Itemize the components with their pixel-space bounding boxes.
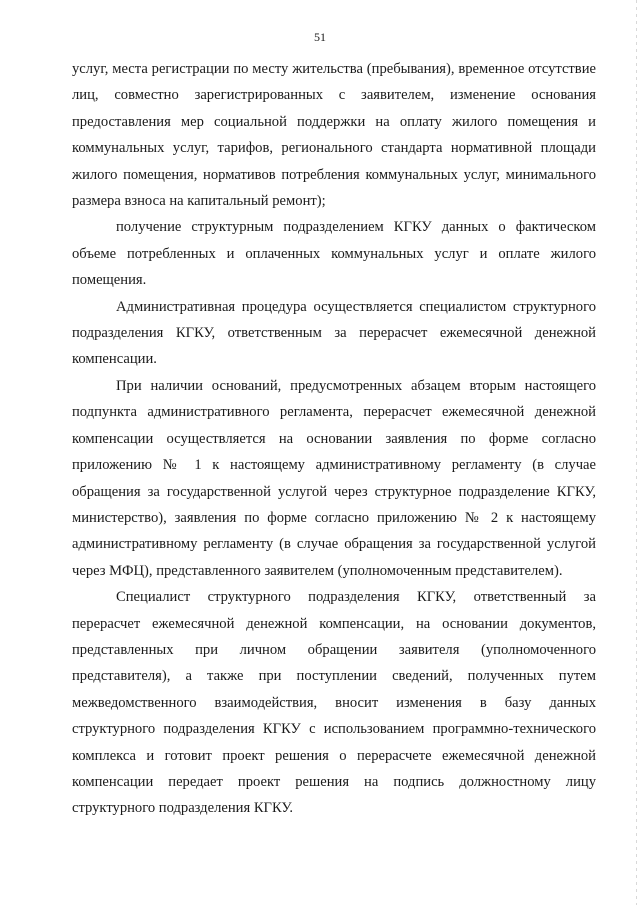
paragraph-recalculation-basis: При наличии оснований, предусмотренных абзацем вторым настоящего подпункта административного регламента, перерасчет ежемесячной денежной компенсации осуществляется на основании заявления по форме согласно приложению № 1 к настоящему административному регламенту (в случае обращения за государственной услугой через структурное подразделение КГКУ, министерство), заявления по форме согласно приложению № 2 к настоящему административному регламенту (в случае обращения за государственной услугой через МФЦ), представленного заявителем (уполномоченным представителем). — [72, 377, 596, 579]
scan-edge-line — [636, 0, 637, 905]
paragraph-specialist-actions: Специалист структурного подразделения КГКУ, ответственный за перерасчет ежемесячной денежной компенсации, на основании документов, представленных при личном обращении заявителя (уполномоченного представителя), а также при поступлении сведений, полученных путем межведомственного взаимодействия, вносит изменения в базу данных структурного подразделения КГКУ с использованием программно-технического комплекса и готовит проект решения о перерасчете ежемесячной денежной компенсации передает проект решения на подпись должностному лицу структурного подразделения КГКУ. — [72, 589, 596, 817]
paragraph-procedure-performer: Административная процедура осуществляется специалистом структурного подразделения КГКУ, ответственным за перерасчет ежемесячной денежной компенсации. — [72, 298, 596, 368]
document-body — [72, 56, 596, 822]
paragraph-data-receipt: получение структурным подразделением КГКУ данных о фактическом объеме потребленных и оплаченных коммунальных услуг и оплате жилого помещения. — [72, 219, 596, 289]
page-number: 51 — [314, 30, 326, 44]
paragraph-continued: услуг, места регистрации по месту жительства (пребывания), временное отсутствие лиц, совместно зарегистрированных с заявителем, изменение основания предоставления мер социальной поддержки на оплату жилого помещения и коммунальных услуг, тарифов, регионального стандарта нормативной площади жилого помещения, нормативов потребления коммунальных услуг, минимального размера взноса на капитальный ремонт); — [72, 61, 596, 210]
